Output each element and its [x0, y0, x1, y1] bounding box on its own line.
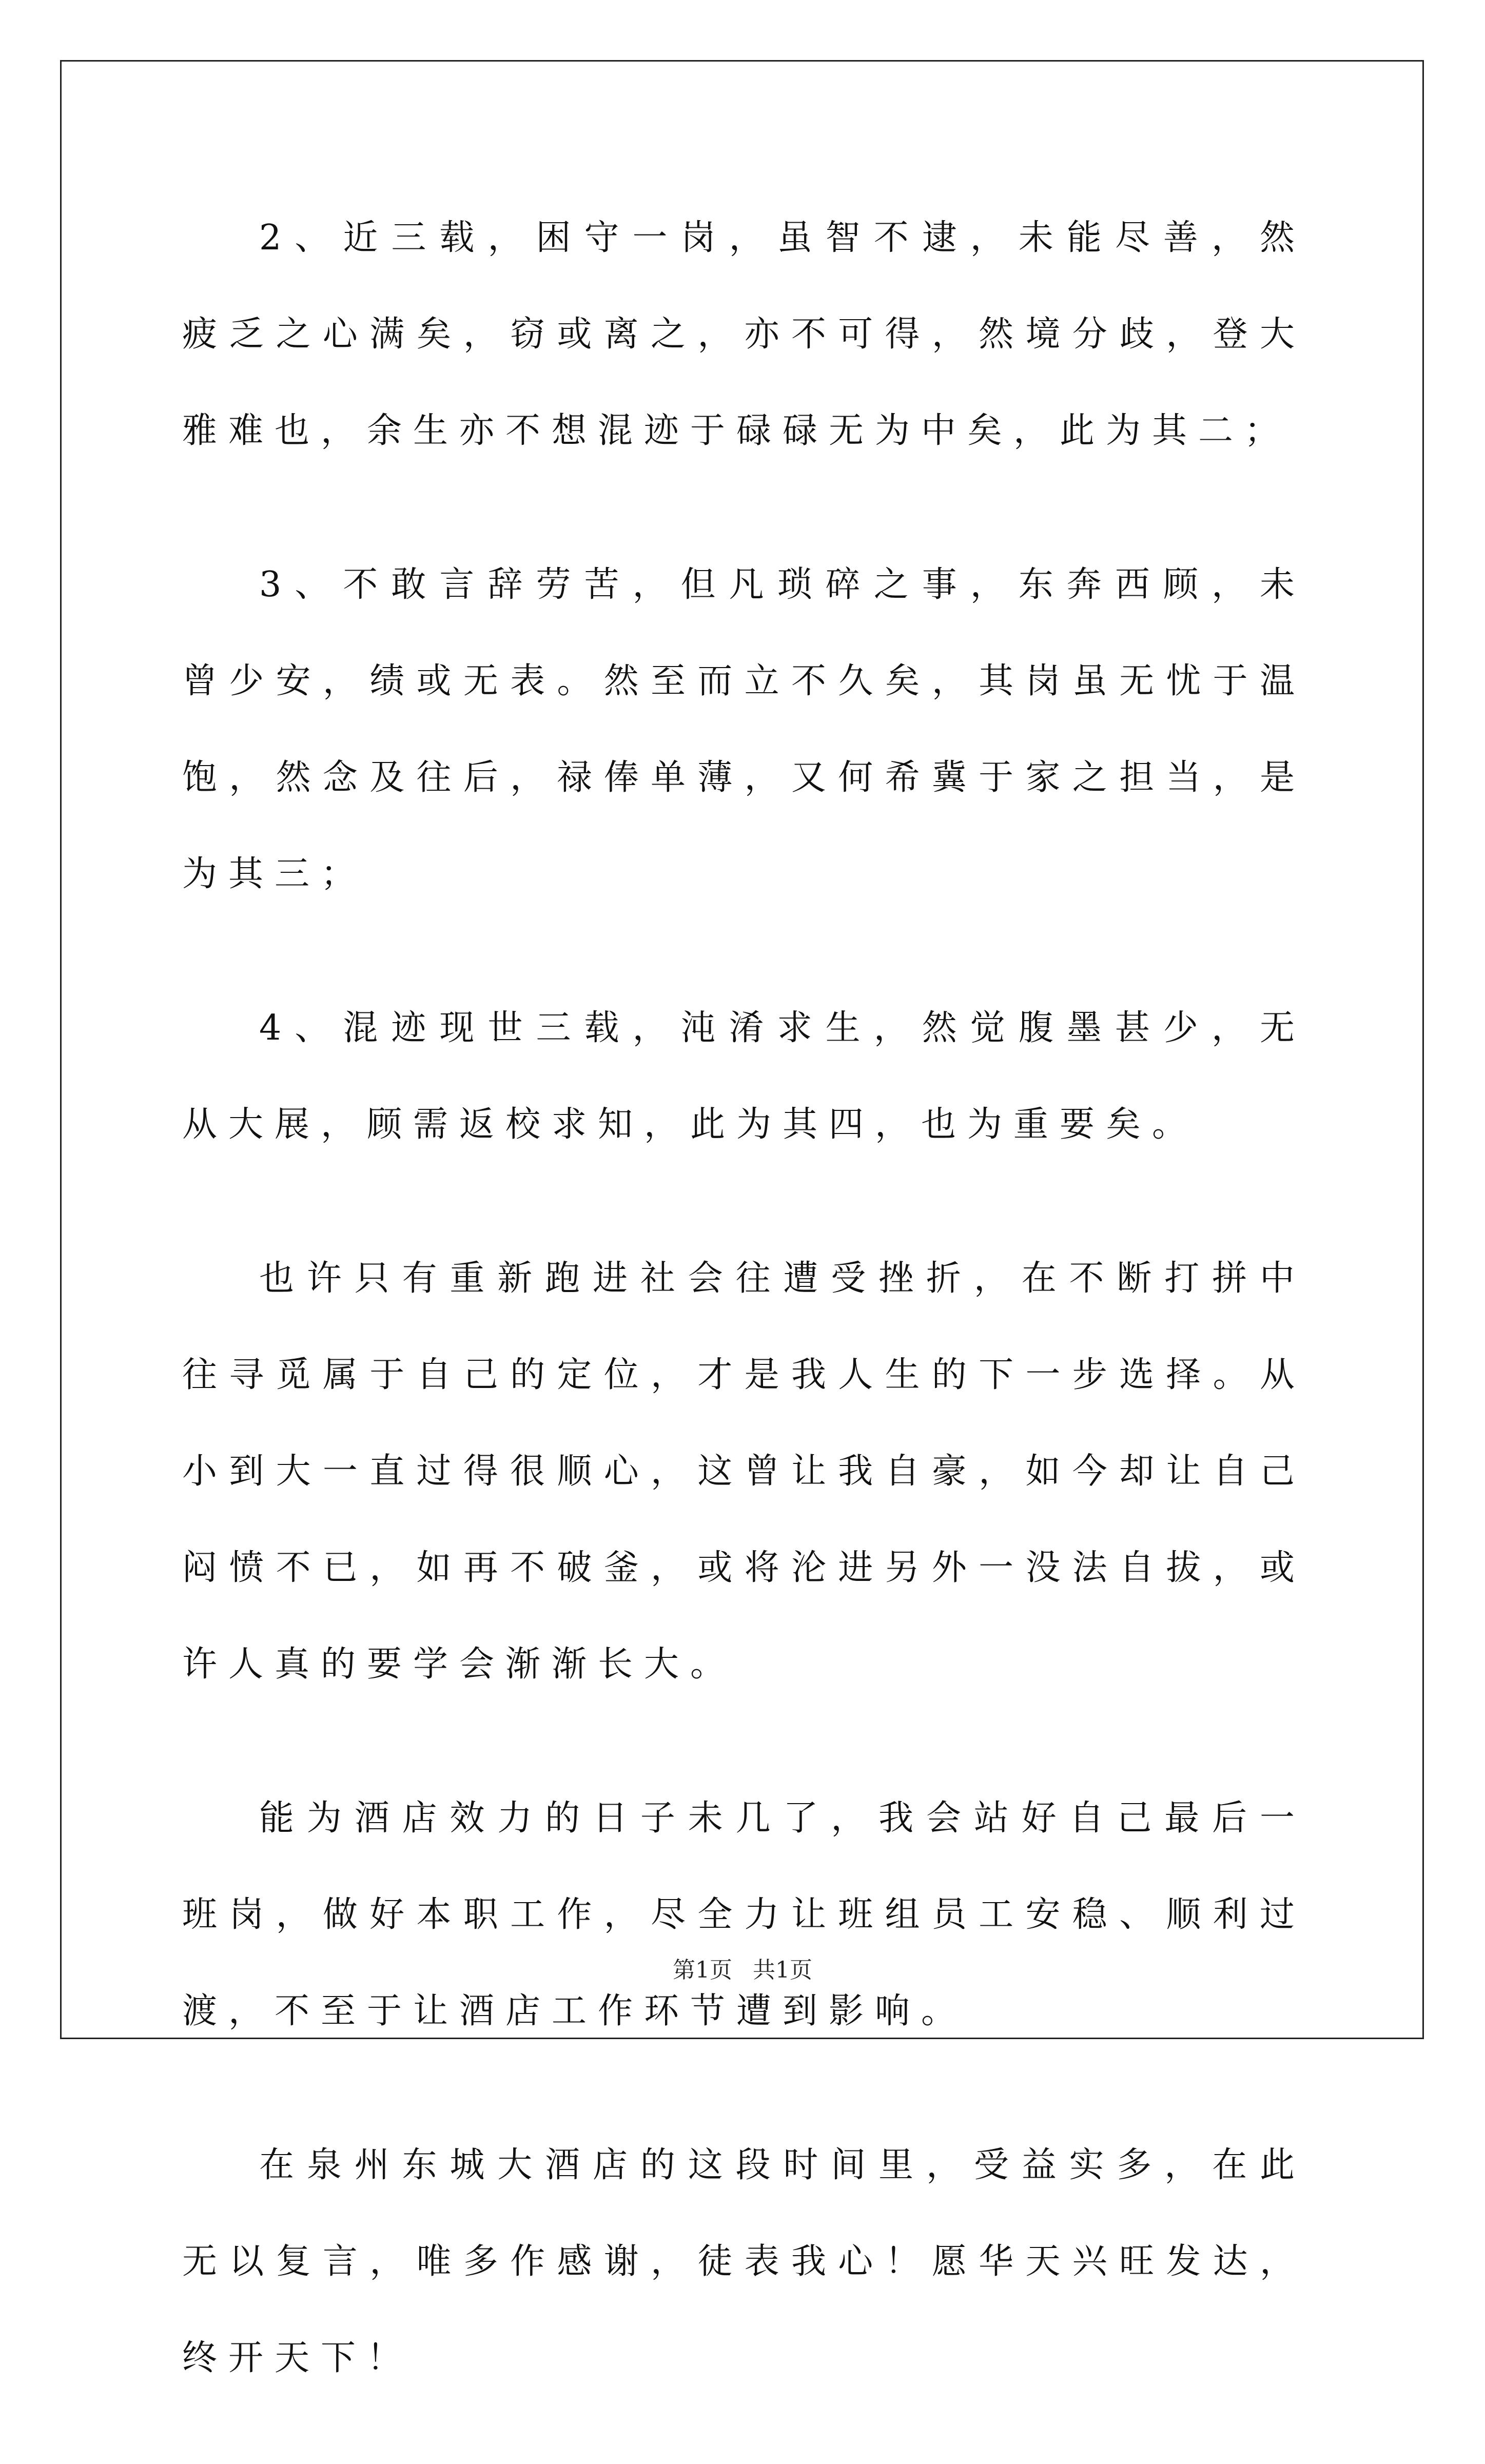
page-number: 第1页 — [673, 1957, 732, 1983]
paragraph-reason-3: 3、不敢言辞劳苦，但凡琐碎之事，东奔西顾，未曾少安，绩或无表。然至而立不久矣，其岗虽无忧于温饱，然念及往后，禄俸单薄，又何希冀于家之担当，是为其三； — [182, 564, 1306, 894]
paragraph-commitment: 能为酒店效力的日子未几了，我会站好自己最后一班岗，做好本职工作，尽全力让班组员工安稳、顺利过渡，不至于让酒店工作环节遭到影响。 — [182, 1798, 1306, 2031]
document-body — [182, 190, 1306, 2464]
page-footer — [0, 1955, 1485, 1986]
paragraph-reflection: 也许只有重新跑进社会往遭受挫折，在不断打拼中往寻觅属于自己的定位，才是我人生的下一步选择。从小到大一直过得很顺心，这曾让我自豪，如今却让自己闷愤不已，如再不破釜，或将沦进另外一没法自拔，或许人真的要学会渐渐长大。 — [182, 1258, 1306, 1685]
paragraph-reason-4: 4、混迹现世三载，沌淆求生，然觉腹墨甚少，无从大展，顾需返校求知，此为其四，也为重要矣。 — [182, 1008, 1306, 1145]
paragraph-reason-2: 2、近三载，困守一岗，虽智不逮，未能尽善，然疲乏之心满矣，窃或离之，亦不可得，然境分歧，登大雅难也，余生亦不想混迹于碌碌无为中矣，此为其二； — [182, 218, 1306, 451]
paragraph-thanks: 在泉州东城大酒店的这段时间里，受益实多，在此无以复言，唯多作感谢，徒表我心！愿华天兴旺发达，终开天下！ — [182, 2145, 1306, 2378]
page-total: 共1页 — [753, 1957, 812, 1983]
